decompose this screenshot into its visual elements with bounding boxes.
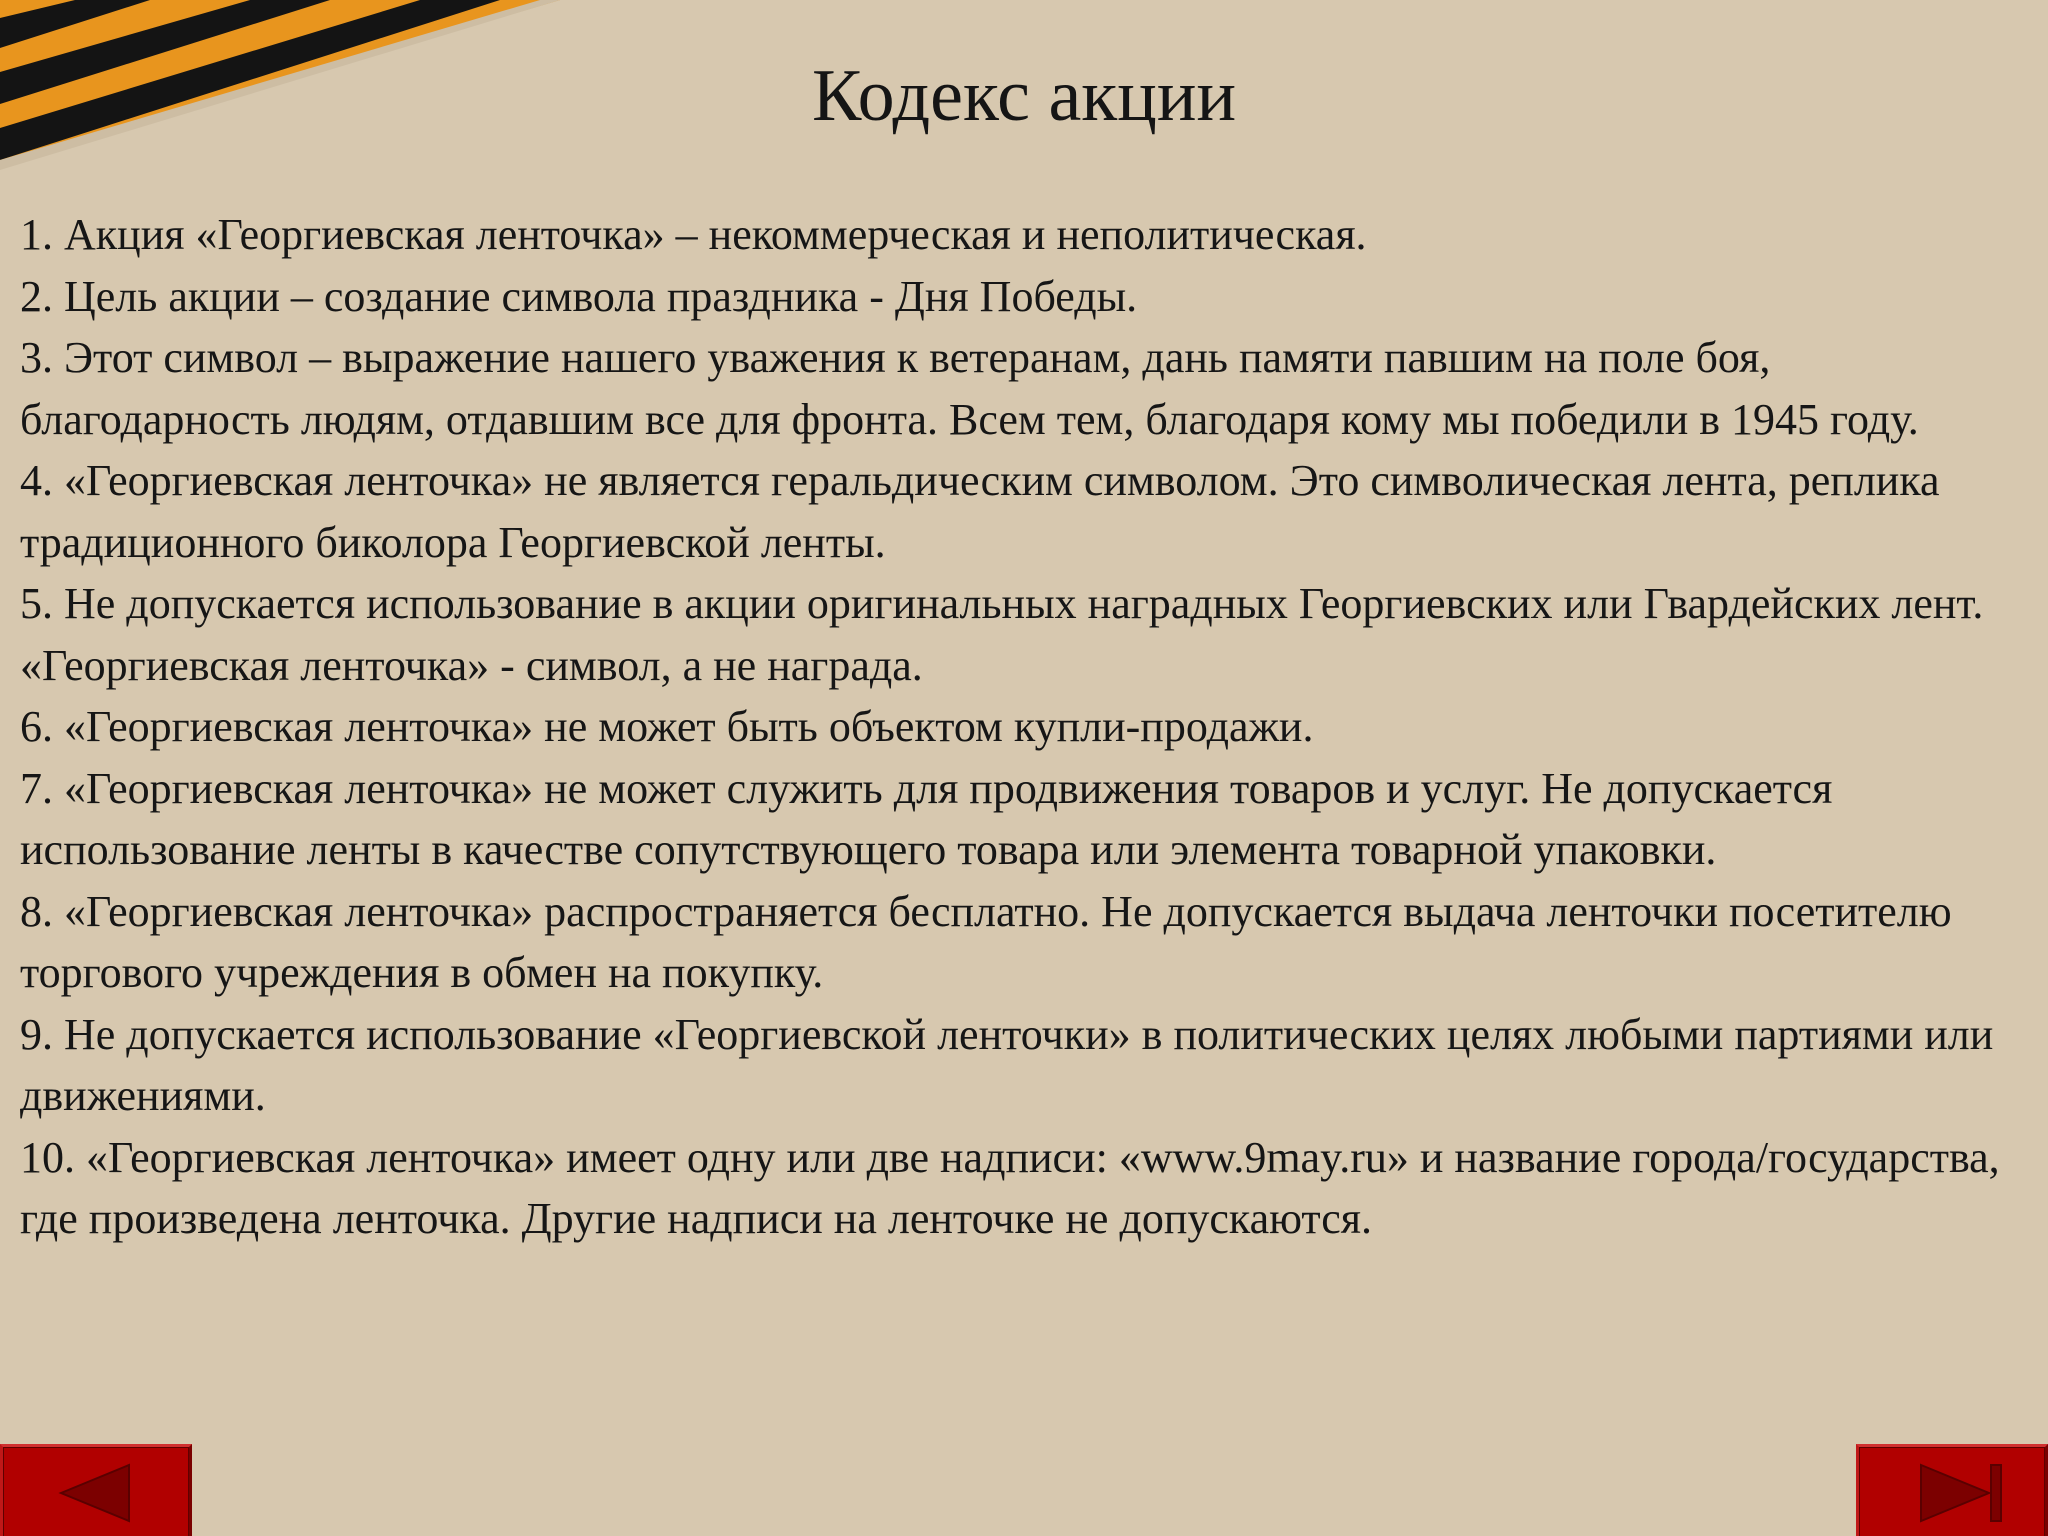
rules-list: [20, 204, 2030, 1250]
rule-item: 6. «Георгиевская ленточка» не может быть объектом купли-продажи.: [20, 702, 1314, 751]
rule-item: 8. «Георгиевская ленточка» распространяется бесплатно. Не допускается выдача ленточки посетителю торгового учреждения в обмен на покупку.: [20, 886, 1952, 997]
rule-item: 7. «Георгиевская ленточка» не может служить для продвижения товаров и услуг. Не допускается использование ленты в качестве сопутствующего товара или элемента товарной упаковки.: [20, 763, 1833, 874]
triangle-left-icon: [3, 1447, 189, 1536]
rule-item: 4. «Георгиевская ленточка» не является геральдическим символом. Это символическая лента, реплика традиционного биколора Георгиевской ленты.: [20, 456, 1940, 567]
previous-slide-button[interactable]: [0, 1444, 192, 1536]
skip-end-icon: [1859, 1447, 2045, 1536]
rule-item: 5. Не допускается использование в акции оригинальных наградных Георгиевских или Гвардейских лент. «Георгиевская ленточка» - символ, а не награда.: [20, 579, 1984, 690]
rule-item: 1. Акция «Георгиевская ленточка» – некоммерческая и неполитическая.: [20, 210, 1367, 259]
rule-item: 10. «Георгиевская ленточка» имеет одну или две надписи: «www.9may.ru» и название города/государства, где произведена ленточка. Другие надписи на ленточке не допускаются.: [20, 1132, 2000, 1243]
rule-item: 3. Этот символ – выражение нашего уважения к ветеранам, дань памяти павшим на поле боя, благодарность людям, отдавшим все для фронта. Всем тем, благодаря кому мы победили в 1945 году.: [20, 333, 1919, 444]
rule-item: 9. Не допускается использование «Георгиевской ленточки» в политических целях любыми партиями или движениями.: [20, 1009, 1994, 1120]
next-slide-button[interactable]: [1856, 1444, 2048, 1536]
page-title: Кодекс акции: [811, 55, 1237, 137]
rule-item: 2. Цель акции – создание символа праздника - Дня Победы.: [20, 271, 1138, 321]
